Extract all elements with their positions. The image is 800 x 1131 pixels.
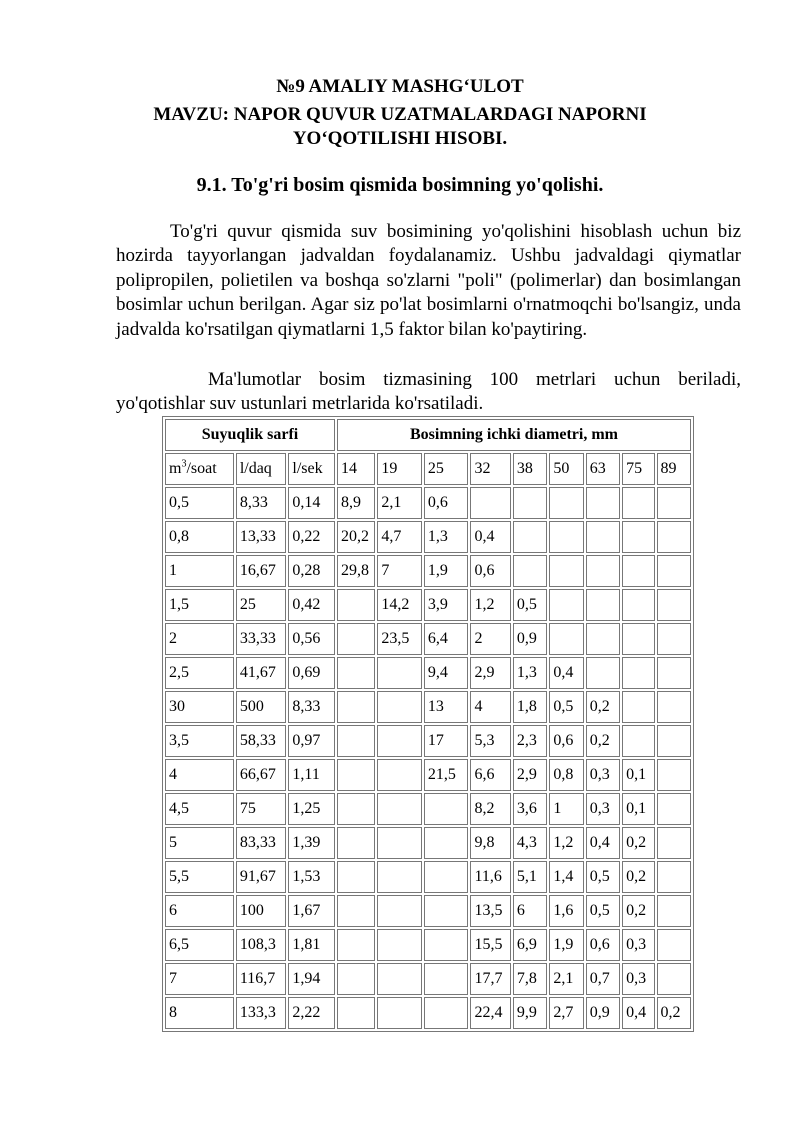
table-cell — [657, 861, 692, 893]
table-cell: 6,9 — [513, 929, 547, 961]
table-cell — [657, 725, 692, 757]
column-header-m3-per-hour — [165, 453, 234, 485]
table-cell: 6,5 — [165, 929, 234, 961]
table-cell: 0,69 — [288, 657, 335, 689]
table-cell — [549, 589, 583, 621]
table-cell — [622, 623, 654, 655]
table-cell: 0,28 — [288, 555, 335, 587]
table-cell: 91,67 — [236, 861, 287, 893]
table-cell: 8 — [165, 997, 234, 1029]
table-cell — [337, 895, 375, 927]
data-note-paragraph: Ma'lumotlar bosim tizmasining 100 metrlari uchun beriladi, yo'qotishlar suv ustunlari metrlarida ko'rsatiladi. — [116, 369, 741, 415]
table-cell: 0,4 — [470, 521, 510, 553]
table-cell: 0,6 — [470, 555, 510, 587]
table-cell: 6,4 — [424, 623, 469, 655]
table-cell: 2,1 — [377, 487, 422, 519]
column-header: 19 — [377, 453, 422, 485]
table-cell — [622, 589, 654, 621]
table-cell — [377, 827, 422, 859]
table-cell: 33,33 — [236, 623, 287, 655]
table-cell: 1,67 — [288, 895, 335, 927]
table-cell: 3,5 — [165, 725, 234, 757]
table-cell — [622, 725, 654, 757]
table-cell: 2,5 — [165, 657, 234, 689]
table-cell: 0,56 — [288, 623, 335, 655]
table-cell: 1 — [165, 555, 234, 587]
table-cell: 29,8 — [337, 555, 375, 587]
table-cell — [622, 487, 654, 519]
table-cell: 2,1 — [549, 963, 583, 995]
table-cell — [424, 827, 469, 859]
table-row — [165, 725, 691, 757]
table-cell: 75 — [236, 793, 287, 825]
table-cell: 500 — [236, 691, 287, 723]
table-cell — [424, 793, 469, 825]
table-cell — [424, 861, 469, 893]
table-cell: 6 — [513, 895, 547, 927]
table-cell — [622, 521, 654, 553]
table-cell — [424, 929, 469, 961]
table-cell — [337, 963, 375, 995]
column-header: 63 — [586, 453, 620, 485]
table-cell — [549, 521, 583, 553]
table-row — [165, 691, 691, 723]
column-header: 50 — [549, 453, 583, 485]
table-cell — [657, 895, 692, 927]
table-cell: 1,94 — [288, 963, 335, 995]
table-cell: 0,2 — [622, 895, 654, 927]
table-cell: 7,8 — [513, 963, 547, 995]
table-cell: 116,7 — [236, 963, 287, 995]
table-cell — [657, 827, 692, 859]
column-header: 38 — [513, 453, 547, 485]
table-cell: 0,2 — [657, 997, 692, 1029]
table-row — [165, 895, 691, 927]
table-cell — [337, 759, 375, 791]
table-cell — [657, 623, 692, 655]
table-cell: 5 — [165, 827, 234, 859]
table-cell — [657, 521, 692, 553]
title-line-2: MAVZU: NAPOR QUVUR UZATMALARDAGI NAPORNI — [153, 104, 647, 125]
table-cell: 0,5 — [549, 691, 583, 723]
table-cell: 7 — [165, 963, 234, 995]
diameter-header: Bosimning ichki diametri, mm — [337, 419, 691, 451]
table-cell: 0,3 — [586, 759, 620, 791]
table-cell: 6,6 — [470, 759, 510, 791]
table-cell — [657, 793, 692, 825]
table-cell: 3,9 — [424, 589, 469, 621]
pressure-loss-table — [162, 416, 694, 1032]
table-cell: 0,9 — [513, 623, 547, 655]
table-cell: 21,5 — [424, 759, 469, 791]
table-cell: 0,6 — [586, 929, 620, 961]
table-cell — [337, 929, 375, 961]
table-cell — [657, 487, 692, 519]
column-header: l/sek — [288, 453, 335, 485]
table-row — [165, 997, 691, 1029]
table-row — [165, 623, 691, 655]
table-cell: 13,33 — [236, 521, 287, 553]
table-cell: 2,9 — [470, 657, 510, 689]
table-cell: 2,22 — [288, 997, 335, 1029]
table-cell: 6 — [165, 895, 234, 927]
table-cell: 1,9 — [424, 555, 469, 587]
table-cell: 7 — [377, 555, 422, 587]
table-cell: 13,5 — [470, 895, 510, 927]
table-cell: 25 — [236, 589, 287, 621]
table-cell: 4 — [470, 691, 510, 723]
table-cell: 17,7 — [470, 963, 510, 995]
table-cell — [549, 555, 583, 587]
table-cell — [337, 725, 375, 757]
table-cell: 2 — [165, 623, 234, 655]
table-row — [165, 929, 691, 961]
table-cell — [377, 929, 422, 961]
table-cell — [337, 793, 375, 825]
table-cell: 9,9 — [513, 997, 547, 1029]
table-row — [165, 657, 691, 689]
table-cell — [337, 691, 375, 723]
table-row — [165, 793, 691, 825]
table-cell: 8,9 — [337, 487, 375, 519]
group-header-row — [165, 419, 691, 451]
table-cell: 1,2 — [470, 589, 510, 621]
table-cell: 8,33 — [236, 487, 287, 519]
table-cell: 1,3 — [424, 521, 469, 553]
table-cell — [337, 623, 375, 655]
table-cell: 0,14 — [288, 487, 335, 519]
table-cell: 5,1 — [513, 861, 547, 893]
table-cell — [622, 691, 654, 723]
table-cell: 8,33 — [288, 691, 335, 723]
table-cell — [622, 657, 654, 689]
unit-m3-suffix: /soat — [186, 460, 217, 477]
table-cell: 0,4 — [549, 657, 583, 689]
table-cell: 0,3 — [622, 929, 654, 961]
table-cell — [657, 963, 692, 995]
table-cell: 0,42 — [288, 589, 335, 621]
table-cell: 1,53 — [288, 861, 335, 893]
section-title: 9.1. To'g'ri bosim qismida bosimning yo'qolishi. — [196, 174, 604, 196]
table-cell: 1,25 — [288, 793, 335, 825]
table-cell: 0,1 — [622, 793, 654, 825]
table-cell: 0,2 — [622, 827, 654, 859]
flow-rate-header: Suyuqlik sarfi — [165, 419, 335, 451]
table-row — [165, 589, 691, 621]
intro-paragraph: To'g'ri quvur qismida suv bosimining yo'qolishini hisoblash uchun biz hozirda tayyorlangan jadvaldan foydalanamiz. Ushbu jadvaldagi qiymatlar polipropilen, polietilen va boshqa so'zlarni "poli" (polimerlar) dan bosimlangan bosimlar uchun berilgan. Agar siz po'lat bosimlarni o'rnatmoqchi bo'lsangiz, unda jadvalda ko'rsatilgan qiymatlarni 1,5 faktor bilan ko'paytiring. — [116, 221, 741, 340]
table-cell: 30 — [165, 691, 234, 723]
table-cell: 0,9 — [586, 997, 620, 1029]
column-header: 14 — [337, 453, 375, 485]
column-header: 89 — [657, 453, 692, 485]
table-cell — [657, 589, 692, 621]
table-cell: 1,5 — [165, 589, 234, 621]
table-cell: 2 — [470, 623, 510, 655]
table-cell — [424, 895, 469, 927]
table-cell — [657, 691, 692, 723]
table-cell: 58,33 — [236, 725, 287, 757]
table-cell: 9,8 — [470, 827, 510, 859]
table-cell — [622, 555, 654, 587]
table-cell: 0,22 — [288, 521, 335, 553]
table-cell — [586, 657, 620, 689]
table-cell — [424, 997, 469, 1029]
table-cell — [377, 691, 422, 723]
table-cell: 2,7 — [549, 997, 583, 1029]
table-cell — [586, 589, 620, 621]
column-header: 32 — [470, 453, 510, 485]
table-row — [165, 487, 691, 519]
table-cell — [549, 623, 583, 655]
column-header-row — [165, 453, 691, 485]
table-cell — [377, 997, 422, 1029]
table-cell: 11,6 — [470, 861, 510, 893]
table-cell: 2,3 — [513, 725, 547, 757]
table-cell: 0,6 — [549, 725, 583, 757]
unit-m3-exponent: 3 — [181, 458, 187, 470]
table-cell: 0,4 — [622, 997, 654, 1029]
table-cell — [424, 963, 469, 995]
table-row — [165, 521, 691, 553]
table-cell: 5,5 — [165, 861, 234, 893]
table-cell — [549, 487, 583, 519]
table-cell: 1,39 — [288, 827, 335, 859]
table-cell: 1,11 — [288, 759, 335, 791]
column-header: l/daq — [236, 453, 287, 485]
table-cell — [470, 487, 510, 519]
table-cell — [377, 861, 422, 893]
table-cell: 0,3 — [622, 963, 654, 995]
table-cell: 0,5 — [586, 861, 620, 893]
table-cell: 133,3 — [236, 997, 287, 1029]
table-cell: 1,8 — [513, 691, 547, 723]
table-cell — [586, 623, 620, 655]
table-cell — [513, 487, 547, 519]
table-cell: 0,4 — [586, 827, 620, 859]
table-cell: 41,67 — [236, 657, 287, 689]
table-cell: 66,67 — [236, 759, 287, 791]
table-cell: 0,5 — [513, 589, 547, 621]
table-cell: 0,2 — [622, 861, 654, 893]
table-cell: 9,4 — [424, 657, 469, 689]
table-cell — [337, 657, 375, 689]
table-cell: 0,8 — [549, 759, 583, 791]
table-cell: 14,2 — [377, 589, 422, 621]
column-header: 25 — [424, 453, 469, 485]
table-cell — [337, 827, 375, 859]
table-row — [165, 555, 691, 587]
table-cell: 1,3 — [513, 657, 547, 689]
table-cell — [657, 929, 692, 961]
table-cell: 0,5 — [586, 895, 620, 927]
table-cell — [377, 725, 422, 757]
column-header: 75 — [622, 453, 654, 485]
table-cell: 16,67 — [236, 555, 287, 587]
table-cell: 1,4 — [549, 861, 583, 893]
table-cell: 4,5 — [165, 793, 234, 825]
table-cell: 0,97 — [288, 725, 335, 757]
table-cell: 1,9 — [549, 929, 583, 961]
table-cell: 0,1 — [622, 759, 654, 791]
table-cell: 0,3 — [586, 793, 620, 825]
table-cell: 22,4 — [470, 997, 510, 1029]
table-cell: 0,2 — [586, 725, 620, 757]
table-cell: 1 — [549, 793, 583, 825]
table-cell: 108,3 — [236, 929, 287, 961]
table-cell: 83,33 — [236, 827, 287, 859]
unit-m3: m — [169, 460, 182, 477]
table-cell: 0,8 — [165, 521, 234, 553]
table-cell — [377, 793, 422, 825]
table-cell: 2,9 — [513, 759, 547, 791]
table-cell: 13 — [424, 691, 469, 723]
table-cell — [377, 963, 422, 995]
table-row — [165, 759, 691, 791]
title-line-3: YO‘QOTILISHI HISOBI. — [292, 128, 508, 149]
table-cell: 1,81 — [288, 929, 335, 961]
table-cell — [586, 555, 620, 587]
table-cell: 1,2 — [549, 827, 583, 859]
table-cell — [586, 487, 620, 519]
table-cell: 17 — [424, 725, 469, 757]
table-cell: 4 — [165, 759, 234, 791]
table-cell: 0,6 — [424, 487, 469, 519]
table-cell: 0,5 — [165, 487, 234, 519]
table-cell: 100 — [236, 895, 287, 927]
table-cell: 8,2 — [470, 793, 510, 825]
table-cell: 0,2 — [586, 691, 620, 723]
table-cell — [513, 521, 547, 553]
table-cell — [377, 895, 422, 927]
table-cell — [586, 521, 620, 553]
table-cell: 23,5 — [377, 623, 422, 655]
table-cell: 15,5 — [470, 929, 510, 961]
table-cell: 5,3 — [470, 725, 510, 757]
table-cell — [377, 657, 422, 689]
table-row — [165, 827, 691, 859]
table-cell — [657, 657, 692, 689]
table-cell — [657, 555, 692, 587]
table-cell: 0,7 — [586, 963, 620, 995]
table-cell: 3,6 — [513, 793, 547, 825]
table-cell — [337, 861, 375, 893]
table-cell: 20,2 — [337, 521, 375, 553]
table-cell: 4,3 — [513, 827, 547, 859]
table-row — [165, 861, 691, 893]
table-cell — [337, 589, 375, 621]
table-cell: 1,6 — [549, 895, 583, 927]
table-cell — [337, 997, 375, 1029]
table-cell: 4,7 — [377, 521, 422, 553]
title-line-1: №9 AMALIY MASHG‘ULOT — [276, 76, 524, 97]
table-cell — [657, 759, 692, 791]
table-row — [165, 963, 691, 995]
table-cell — [513, 555, 547, 587]
table-cell — [377, 759, 422, 791]
